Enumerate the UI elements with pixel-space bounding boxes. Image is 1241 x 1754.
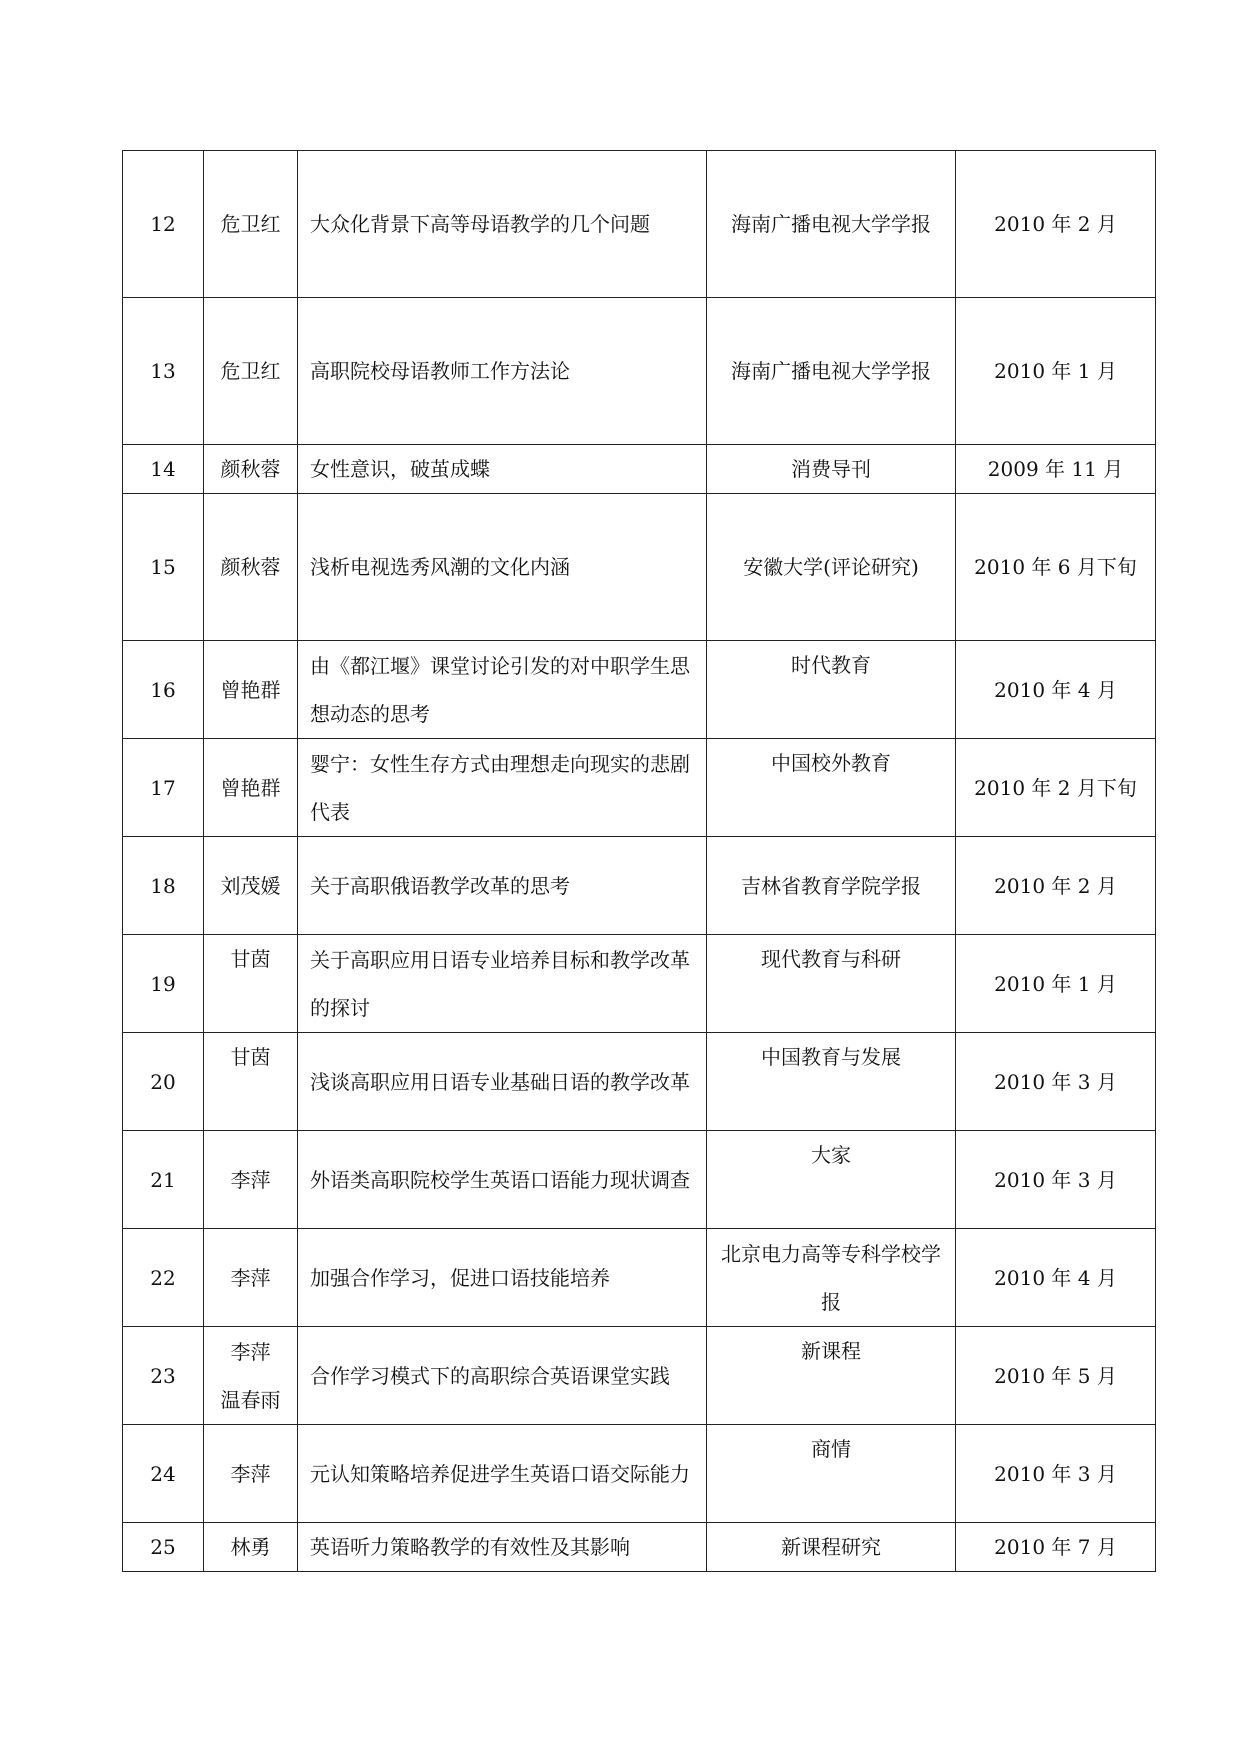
paper-title: 元认知策略培养促进学生英语口语交际能力 [298,1425,707,1523]
paper-title: 关于高职应用日语专业培养目标和教学改革的探讨 [298,935,707,1033]
publish-date: 2010 年 3 月 [956,1425,1156,1523]
author: 颜秋蓉 [204,445,298,494]
author: 李萍 温春雨 [204,1327,298,1425]
row-number: 17 [123,739,204,837]
publish-date: 2010 年 1 月 [956,298,1156,445]
publish-date: 2010 年 6 月下旬 [956,494,1156,641]
author: 颜秋蓉 [204,494,298,641]
journal: 安徽大学(评论研究) [707,494,956,641]
paper-title: 关于高职俄语教学改革的思考 [298,837,707,935]
author: 危卫红 [204,151,298,298]
publish-date: 2010 年 2 月 [956,151,1156,298]
journal: 海南广播电视大学学报 [707,298,956,445]
author: 甘茵 [204,935,298,1033]
row-number: 16 [123,641,204,739]
row-number: 19 [123,935,204,1033]
publish-date: 2010 年 4 月 [956,641,1156,739]
paper-title: 外语类高职院校学生英语口语能力现状调查 [298,1131,707,1229]
paper-title: 女性意识，破茧成蝶 [298,445,707,494]
table-row [123,837,1156,935]
journal: 北京电力高等专科学校学报 [707,1229,956,1327]
publish-date: 2010 年 3 月 [956,1033,1156,1131]
author: 甘茵 [204,1033,298,1131]
author: 李萍 [204,1229,298,1327]
row-number: 25 [123,1523,204,1572]
publish-date: 2010 年 1 月 [956,935,1156,1033]
publish-date: 2010 年 2 月下旬 [956,739,1156,837]
paper-title: 由《都江堰》课堂讨论引发的对中职学生思想动态的思考 [298,641,707,739]
table-row [123,494,1156,641]
row-number: 15 [123,494,204,641]
paper-title: 大众化背景下高等母语教学的几个问题 [298,151,707,298]
journal: 时代教育 [707,641,956,739]
journal: 中国教育与发展 [707,1033,956,1131]
journal: 消费导刊 [707,445,956,494]
table-row [123,1229,1156,1327]
table-row [123,298,1156,445]
journal: 现代教育与科研 [707,935,956,1033]
paper-title: 浅析电视选秀风潮的文化内涵 [298,494,707,641]
table-row [123,1327,1156,1425]
row-number: 22 [123,1229,204,1327]
table-row [123,935,1156,1033]
table-row [123,1523,1156,1572]
author: 危卫红 [204,298,298,445]
publish-date: 2010 年 3 月 [956,1131,1156,1229]
journal: 新课程研究 [707,1523,956,1572]
row-number: 14 [123,445,204,494]
journal: 大家 [707,1131,956,1229]
author: 李萍 [204,1425,298,1523]
row-number: 24 [123,1425,204,1523]
author: 李萍 [204,1131,298,1229]
publish-date: 2010 年 7 月 [956,1523,1156,1572]
journal: 吉林省教育学院学报 [707,837,956,935]
table-row [123,1131,1156,1229]
paper-title: 高职院校母语教师工作方法论 [298,298,707,445]
paper-title: 浅谈高职应用日语专业基础日语的教学改革 [298,1033,707,1131]
publish-date: 2010 年 4 月 [956,1229,1156,1327]
table-row [123,1425,1156,1523]
table-row [123,151,1156,298]
publish-date: 2009 年 11 月 [956,445,1156,494]
paper-title: 婴宁：女性生存方式由理想走向现实的悲剧代表 [298,739,707,837]
table-row [123,739,1156,837]
row-number: 18 [123,837,204,935]
author: 林勇 [204,1523,298,1572]
table-row [123,641,1156,739]
row-number: 20 [123,1033,204,1131]
author: 曾艳群 [204,739,298,837]
row-number: 23 [123,1327,204,1425]
publish-date: 2010 年 2 月 [956,837,1156,935]
table-row [123,445,1156,494]
row-number: 12 [123,151,204,298]
publications-table [122,150,1156,1572]
author: 曾艳群 [204,641,298,739]
paper-title: 英语听力策略教学的有效性及其影响 [298,1523,707,1572]
journal: 商情 [707,1425,956,1523]
journal: 新课程 [707,1327,956,1425]
journal: 中国校外教育 [707,739,956,837]
row-number: 21 [123,1131,204,1229]
paper-title: 合作学习模式下的高职综合英语课堂实践 [298,1327,707,1425]
author: 刘茂媛 [204,837,298,935]
paper-title: 加强合作学习，促进口语技能培养 [298,1229,707,1327]
row-number: 13 [123,298,204,445]
publish-date: 2010 年 5 月 [956,1327,1156,1425]
journal: 海南广播电视大学学报 [707,151,956,298]
table-row [123,1033,1156,1131]
